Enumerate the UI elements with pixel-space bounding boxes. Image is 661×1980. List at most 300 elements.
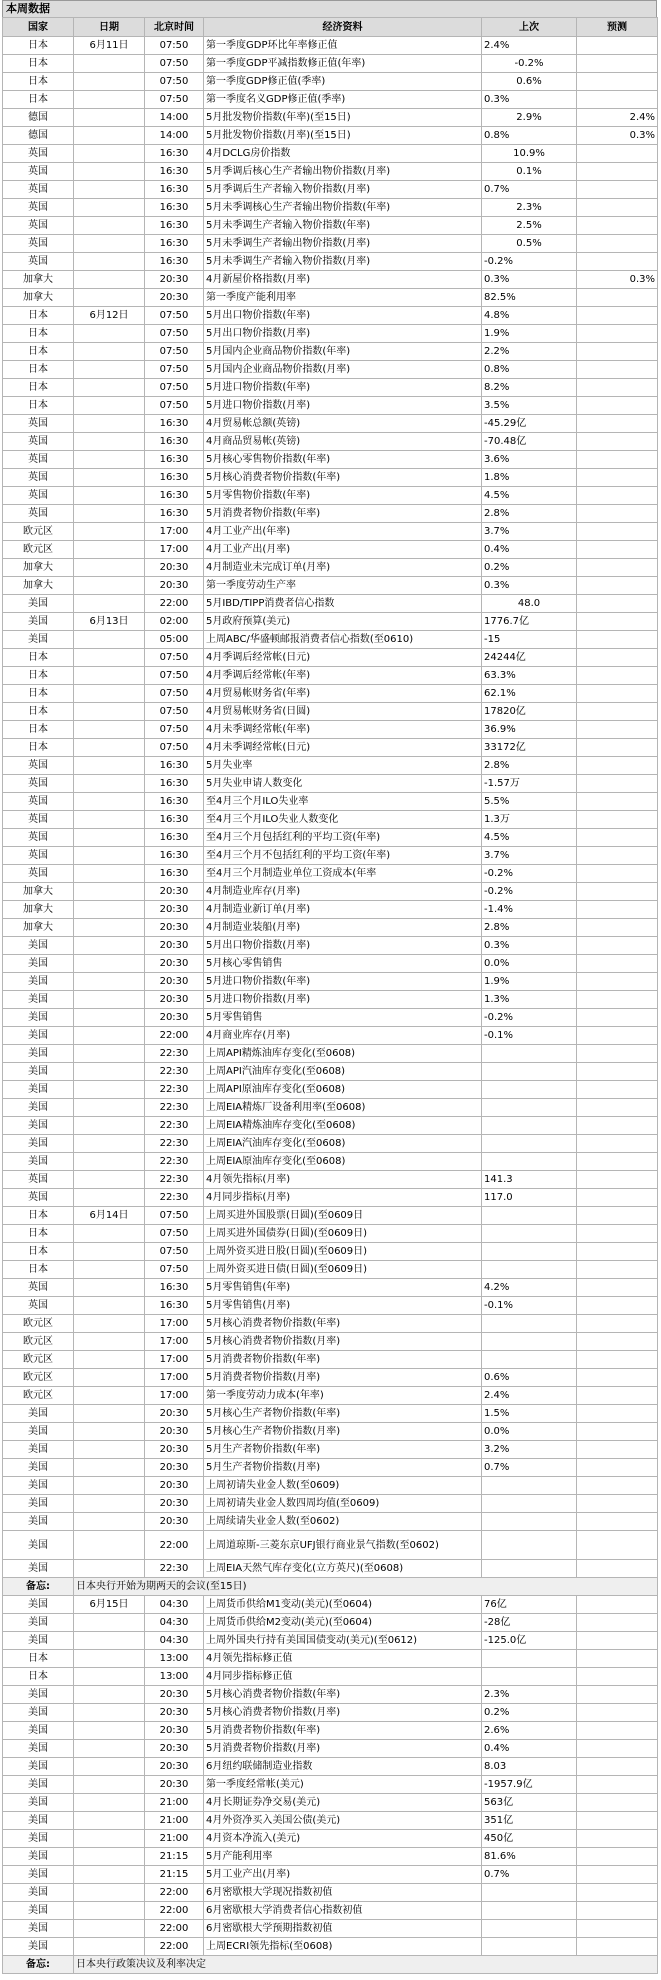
table-row: [3, 1704, 658, 1722]
table-row: [3, 289, 658, 307]
cell-country: 英国: [3, 1189, 74, 1207]
cell-country: 美国: [3, 1495, 74, 1513]
memo-text: 日本央行政策决议及利率决定: [74, 1956, 658, 1974]
cell-forecast: [577, 1740, 658, 1758]
cell-indicator: 5月进口物价指数(月率): [204, 991, 482, 1009]
cell-indicator: 第一季度产能利用率: [204, 289, 482, 307]
cell-previous: 0.7%: [482, 1866, 577, 1884]
section-title: 本周数据: [2, 0, 657, 17]
cell-date: [74, 271, 145, 289]
cell-indicator: 5月进口物价指数(月率): [204, 397, 482, 415]
cell-previous: 82.5%: [482, 289, 577, 307]
cell-country: 英国: [3, 775, 74, 793]
cell-country: 美国: [3, 1405, 74, 1423]
cell-time: 16:30: [145, 487, 204, 505]
cell-date: [74, 1243, 145, 1261]
table-row: [3, 199, 658, 217]
table-row: [3, 955, 658, 973]
table-row: [3, 1279, 658, 1297]
cell-previous: 0.0%: [482, 1423, 577, 1441]
cell-country: 德国: [3, 127, 74, 145]
cell-previous: 563亿: [482, 1794, 577, 1812]
cell-previous: -0.2%: [482, 253, 577, 271]
cell-forecast: [577, 505, 658, 523]
cell-previous: -1957.9亿: [482, 1776, 577, 1794]
cell-previous: -0.2%: [482, 865, 577, 883]
cell-country: 英国: [3, 145, 74, 163]
table-row: [3, 1758, 658, 1776]
cell-date: [74, 1920, 145, 1938]
cell-forecast: 0.3%: [577, 127, 658, 145]
cell-date: [74, 181, 145, 199]
table-row: [3, 1387, 658, 1405]
cell-indicator: 5月批发物价指数(月率)(至15日): [204, 127, 482, 145]
cell-forecast: [577, 1171, 658, 1189]
cell-indicator: 4月领先指标(月率): [204, 1171, 482, 1189]
cell-date: [74, 1441, 145, 1459]
table-row: [3, 163, 658, 181]
cell-date: 6月13日: [74, 613, 145, 631]
cell-indicator: 4月长期证券净交易(美元): [204, 1794, 482, 1812]
table-row: [3, 667, 658, 685]
cell-forecast: [577, 289, 658, 307]
table-row: [3, 883, 658, 901]
cell-date: [74, 991, 145, 1009]
cell-time: 20:30: [145, 289, 204, 307]
cell-time: 22:00: [145, 1902, 204, 1920]
cell-country: 欧元区: [3, 541, 74, 559]
cell-indicator: 至4月三个月ILO失业人数变化: [204, 811, 482, 829]
cell-indicator: 6月密歇根大学现况指数初值: [204, 1884, 482, 1902]
cell-date: [74, 793, 145, 811]
cell-indicator: 5月消费者物价指数(年率): [204, 1722, 482, 1740]
cell-forecast: [577, 703, 658, 721]
cell-forecast: [577, 1668, 658, 1686]
table-row: [3, 181, 658, 199]
cell-time: 17:00: [145, 1315, 204, 1333]
cell-previous: [482, 1668, 577, 1686]
cell-previous: [482, 1063, 577, 1081]
cell-previous: 0.2%: [482, 559, 577, 577]
cell-country: 英国: [3, 451, 74, 469]
table-row: [3, 1027, 658, 1045]
cell-date: [74, 397, 145, 415]
cell-date: [74, 487, 145, 505]
cell-forecast: [577, 1333, 658, 1351]
cell-indicator: 4月商业库存(月率): [204, 1027, 482, 1045]
cell-forecast: [577, 1243, 658, 1261]
table-row: [3, 37, 658, 55]
cell-country: 美国: [3, 1596, 74, 1614]
cell-date: [74, 865, 145, 883]
cell-time: 20:30: [145, 1513, 204, 1531]
table-row: [3, 1315, 658, 1333]
cell-indicator: 上周ABC/华盛顿邮报消费者信心指数(至0610): [204, 631, 482, 649]
cell-date: [74, 1632, 145, 1650]
cell-indicator: 5月零售物价指数(年率): [204, 487, 482, 505]
cell-indicator: 上周外国央行持有美国国债变动(美元)(至0612): [204, 1632, 482, 1650]
cell-country: 美国: [3, 1531, 74, 1560]
cell-time: 16:30: [145, 433, 204, 451]
cell-time: 16:30: [145, 811, 204, 829]
cell-time: 07:50: [145, 91, 204, 109]
cell-time: 22:00: [145, 1920, 204, 1938]
table-row: [3, 55, 658, 73]
cell-time: 07:50: [145, 739, 204, 757]
cell-country: 日本: [3, 73, 74, 91]
cell-date: [74, 1884, 145, 1902]
table-row: [3, 1225, 658, 1243]
table-row: [3, 1920, 658, 1938]
cell-previous: [482, 1135, 577, 1153]
cell-indicator: 第一季度GDP平减指数修正值(年率): [204, 55, 482, 73]
cell-date: [74, 757, 145, 775]
cell-previous: 62.1%: [482, 685, 577, 703]
cell-date: [74, 1704, 145, 1722]
cell-country: 美国: [3, 1560, 74, 1578]
cell-time: 22:30: [145, 1045, 204, 1063]
cell-date: [74, 901, 145, 919]
cell-previous: 36.9%: [482, 721, 577, 739]
cell-previous: [482, 1560, 577, 1578]
cell-country: 日本: [3, 361, 74, 379]
cell-country: 美国: [3, 1794, 74, 1812]
cell-indicator: 5月零售销售: [204, 1009, 482, 1027]
cell-country: 美国: [3, 1099, 74, 1117]
table-row: [3, 1614, 658, 1632]
cell-time: 16:30: [145, 829, 204, 847]
cell-indicator: 第一季度GDP修正值(季率): [204, 73, 482, 91]
table-row: [3, 1459, 658, 1477]
cell-time: 16:30: [145, 793, 204, 811]
table-row: [3, 577, 658, 595]
cell-forecast: [577, 1632, 658, 1650]
cell-time: 22:30: [145, 1560, 204, 1578]
cell-indicator: 上周API精炼油库存变化(至0608): [204, 1045, 482, 1063]
header-country: 国家: [3, 18, 74, 37]
cell-indicator: 4月同步指标(月率): [204, 1189, 482, 1207]
cell-previous: 63.3%: [482, 667, 577, 685]
cell-time: 20:30: [145, 1423, 204, 1441]
cell-time: 07:50: [145, 307, 204, 325]
cell-previous: 1.9%: [482, 325, 577, 343]
cell-country: 美国: [3, 1632, 74, 1650]
cell-indicator: 上周EIA精炼油库存变化(至0608): [204, 1117, 482, 1135]
table-row: [3, 1596, 658, 1614]
cell-time: 20:30: [145, 991, 204, 1009]
table-row: [3, 1099, 658, 1117]
cell-country: 美国: [3, 1117, 74, 1135]
cell-indicator: 4月贸易帐财务省(年率): [204, 685, 482, 703]
cell-country: 美国: [3, 1027, 74, 1045]
cell-previous: -125.0亿: [482, 1632, 577, 1650]
cell-time: 14:00: [145, 109, 204, 127]
cell-country: 美国: [3, 1081, 74, 1099]
cell-previous: 10.9%: [482, 145, 577, 163]
cell-forecast: [577, 721, 658, 739]
cell-country: 欧元区: [3, 523, 74, 541]
table-row: [3, 649, 658, 667]
table-row: [3, 127, 658, 145]
cell-date: [74, 1135, 145, 1153]
cell-time: 20:30: [145, 1459, 204, 1477]
cell-indicator: 4月外资净买入美国公债(美元): [204, 1812, 482, 1830]
table-row: [3, 1423, 658, 1441]
cell-previous: 3.2%: [482, 1441, 577, 1459]
cell-time: 07:50: [145, 649, 204, 667]
cell-country: 美国: [3, 1009, 74, 1027]
cell-time: 20:30: [145, 271, 204, 289]
cell-previous: 0.2%: [482, 1704, 577, 1722]
cell-country: 英国: [3, 469, 74, 487]
cell-country: 欧元区: [3, 1315, 74, 1333]
table-row: [3, 469, 658, 487]
cell-previous: 3.7%: [482, 847, 577, 865]
cell-forecast: [577, 1884, 658, 1902]
cell-country: 欧元区: [3, 1351, 74, 1369]
cell-country: 英国: [3, 217, 74, 235]
cell-time: 05:00: [145, 631, 204, 649]
cell-previous: 0.3%: [482, 577, 577, 595]
cell-forecast: [577, 1686, 658, 1704]
cell-forecast: [577, 1938, 658, 1956]
cell-indicator: 5月季调后生产者输入物价指数(月率): [204, 181, 482, 199]
cell-date: [74, 1722, 145, 1740]
cell-time: 20:30: [145, 883, 204, 901]
cell-time: 22:00: [145, 1027, 204, 1045]
cell-time: 21:00: [145, 1830, 204, 1848]
cell-country: 英国: [3, 163, 74, 181]
cell-country: 英国: [3, 415, 74, 433]
cell-time: 04:30: [145, 1596, 204, 1614]
cell-indicator: 5月进口物价指数(年率): [204, 973, 482, 991]
table-row: [3, 307, 658, 325]
cell-time: 21:15: [145, 1866, 204, 1884]
table-row: [3, 1351, 658, 1369]
cell-date: [74, 1333, 145, 1351]
cell-forecast: [577, 973, 658, 991]
cell-date: [74, 1405, 145, 1423]
cell-date: [74, 1513, 145, 1531]
cell-country: 美国: [3, 1477, 74, 1495]
cell-indicator: 上周外资买进日股(日圆)(至0609日): [204, 1243, 482, 1261]
table-row: [3, 379, 658, 397]
cell-forecast: [577, 1135, 658, 1153]
cell-time: 17:00: [145, 1369, 204, 1387]
cell-previous: 8.2%: [482, 379, 577, 397]
cell-forecast: [577, 1405, 658, 1423]
cell-country: 加拿大: [3, 289, 74, 307]
cell-date: [74, 1794, 145, 1812]
table-row: [3, 91, 658, 109]
cell-previous: 4.5%: [482, 487, 577, 505]
cell-indicator: 4月贸易帐总额(英镑): [204, 415, 482, 433]
table-row: [3, 973, 658, 991]
cell-indicator: 上周EIA原油库存变化(至0608): [204, 1153, 482, 1171]
cell-forecast: [577, 379, 658, 397]
cell-date: [74, 91, 145, 109]
economic-calendar-table: [2, 17, 658, 1974]
cell-country: 美国: [3, 1045, 74, 1063]
cell-date: [74, 559, 145, 577]
cell-previous: 0.3%: [482, 937, 577, 955]
table-row: [3, 721, 658, 739]
cell-date: [74, 1117, 145, 1135]
table-row: [3, 1884, 658, 1902]
cell-indicator: 5月核心零售物价指数(年率): [204, 451, 482, 469]
table-row: [3, 325, 658, 343]
cell-time: 07:50: [145, 397, 204, 415]
cell-previous: [482, 1351, 577, 1369]
cell-time: 16:30: [145, 145, 204, 163]
cell-date: [74, 703, 145, 721]
cell-indicator: 5月生产者物价指数(月率): [204, 1459, 482, 1477]
table-row: [3, 919, 658, 937]
cell-country: 美国: [3, 1614, 74, 1632]
cell-date: [74, 1225, 145, 1243]
cell-country: 日本: [3, 649, 74, 667]
cell-forecast: [577, 1423, 658, 1441]
cell-previous: [482, 1045, 577, 1063]
cell-date: [74, 1261, 145, 1279]
cell-date: [74, 1495, 145, 1513]
cell-country: 日本: [3, 379, 74, 397]
cell-indicator: 5月零售销售(月率): [204, 1297, 482, 1315]
cell-forecast: [577, 469, 658, 487]
cell-previous: 2.8%: [482, 505, 577, 523]
cell-country: 美国: [3, 1459, 74, 1477]
cell-forecast: [577, 883, 658, 901]
cell-forecast: [577, 577, 658, 595]
cell-indicator: 5月季调后核心生产者输出物价指数(月率): [204, 163, 482, 181]
cell-previous: 48.0: [482, 595, 577, 613]
cell-indicator: 上周初请失业金人数(至0609): [204, 1477, 482, 1495]
cell-indicator: 5月出口物价指数(月率): [204, 937, 482, 955]
table-row: [3, 1776, 658, 1794]
cell-time: 16:30: [145, 253, 204, 271]
cell-previous: [482, 1333, 577, 1351]
table-row: [3, 1848, 658, 1866]
cell-country: 美国: [3, 1902, 74, 1920]
cell-indicator: 第一季度经常帐(美元): [204, 1776, 482, 1794]
cell-previous: 0.5%: [482, 235, 577, 253]
cell-previous: 1.3%: [482, 991, 577, 1009]
cell-date: [74, 1477, 145, 1495]
cell-forecast: [577, 1063, 658, 1081]
cell-date: [74, 217, 145, 235]
cell-country: 美国: [3, 955, 74, 973]
cell-forecast: 2.4%: [577, 109, 658, 127]
table-row: [3, 1560, 658, 1578]
cell-previous: 351亿: [482, 1812, 577, 1830]
cell-country: 欧元区: [3, 1369, 74, 1387]
cell-previous: 0.1%: [482, 163, 577, 181]
cell-forecast: [577, 613, 658, 631]
cell-time: 16:30: [145, 757, 204, 775]
table-row: [3, 73, 658, 91]
cell-forecast: [577, 829, 658, 847]
cell-forecast: [577, 1920, 658, 1938]
cell-country: 日本: [3, 325, 74, 343]
cell-indicator: 5月政府预算(美元): [204, 613, 482, 631]
cell-indicator: 4月季调后经常帐(日元): [204, 649, 482, 667]
cell-indicator: 5月国内企业商品物价指数(年率): [204, 343, 482, 361]
cell-date: [74, 523, 145, 541]
cell-date: [74, 775, 145, 793]
memo-text: 日本央行开始为期两天的会议(至15日): [74, 1578, 658, 1596]
cell-date: [74, 415, 145, 433]
table-row: [3, 1369, 658, 1387]
cell-indicator: 5月未季调核心生产者输出物价指数(年率): [204, 199, 482, 217]
cell-country: 日本: [3, 55, 74, 73]
cell-time: 22:30: [145, 1063, 204, 1081]
cell-date: [74, 1866, 145, 1884]
cell-forecast: [577, 937, 658, 955]
cell-forecast: [577, 1225, 658, 1243]
table-row: [3, 451, 658, 469]
cell-date: [74, 1668, 145, 1686]
cell-time: 07:50: [145, 361, 204, 379]
cell-date: [74, 1902, 145, 1920]
cell-previous: -0.1%: [482, 1027, 577, 1045]
cell-date: [74, 1812, 145, 1830]
cell-country: 加拿大: [3, 919, 74, 937]
cell-forecast: [577, 1153, 658, 1171]
cell-time: 17:00: [145, 1387, 204, 1405]
cell-date: [74, 685, 145, 703]
calendar-panel: [2, 0, 657, 1974]
cell-date: [74, 577, 145, 595]
cell-date: [74, 973, 145, 991]
cell-date: [74, 631, 145, 649]
cell-time: 13:00: [145, 1650, 204, 1668]
cell-time: 20:30: [145, 937, 204, 955]
header-forecast: 预测: [577, 18, 658, 37]
table-row: [3, 901, 658, 919]
cell-forecast: [577, 667, 658, 685]
cell-date: [74, 955, 145, 973]
cell-forecast: [577, 757, 658, 775]
cell-indicator: 5月未季调生产者输出物价指数(月率): [204, 235, 482, 253]
table-row: [3, 343, 658, 361]
cell-forecast: [577, 1614, 658, 1632]
table-row: [3, 1189, 658, 1207]
cell-forecast: [577, 649, 658, 667]
cell-time: 07:50: [145, 721, 204, 739]
table-row: [3, 559, 658, 577]
cell-date: [74, 1686, 145, 1704]
cell-country: 英国: [3, 1171, 74, 1189]
cell-time: 16:30: [145, 1297, 204, 1315]
cell-date: [74, 55, 145, 73]
cell-indicator: 5月消费者物价指数(月率): [204, 1369, 482, 1387]
cell-forecast: [577, 1081, 658, 1099]
table-row: [3, 109, 658, 127]
cell-country: 美国: [3, 1848, 74, 1866]
cell-indicator: 5月失业率: [204, 757, 482, 775]
cell-indicator: 5月核心消费者物价指数(月率): [204, 1704, 482, 1722]
cell-indicator: 至4月三个月ILO失业率: [204, 793, 482, 811]
cell-indicator: 4月资本净流入(美元): [204, 1830, 482, 1848]
cell-forecast: [577, 1794, 658, 1812]
cell-country: 欧元区: [3, 1333, 74, 1351]
cell-time: 22:00: [145, 1884, 204, 1902]
cell-previous: 0.3%: [482, 91, 577, 109]
cell-date: [74, 595, 145, 613]
cell-country: 美国: [3, 1866, 74, 1884]
table-row: [3, 397, 658, 415]
cell-country: 美国: [3, 1423, 74, 1441]
